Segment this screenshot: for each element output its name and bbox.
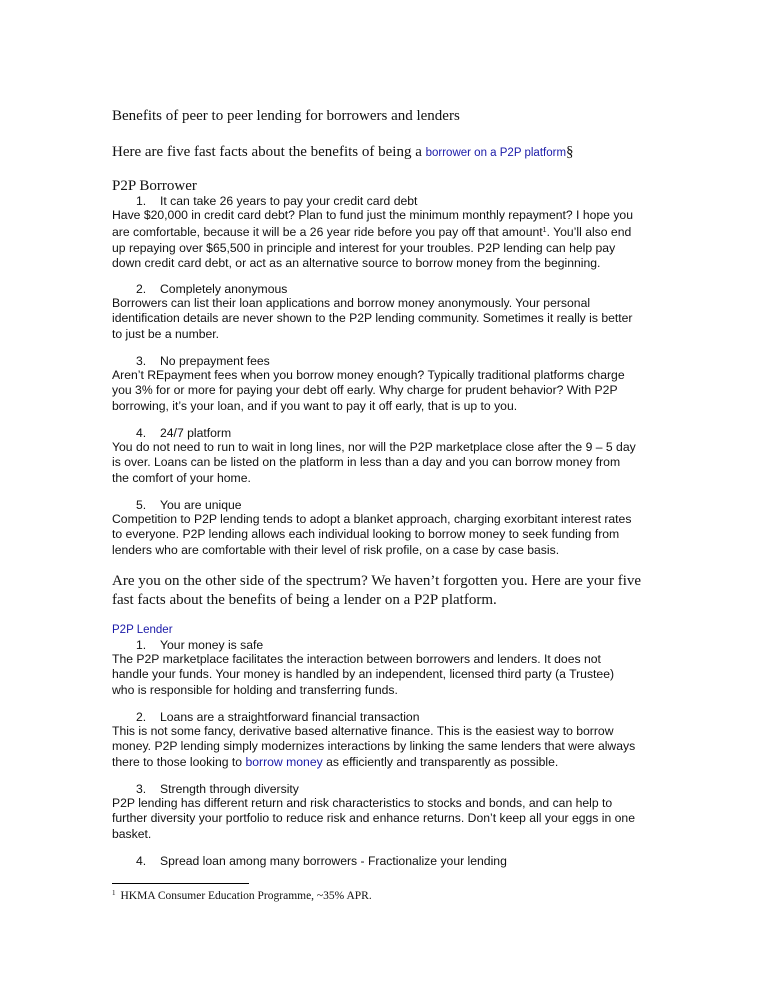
- borrower-item-1-body: Have $20,000 in credit card debt? Plan to fund just the minimum monthly repayment? I hope you are comfortable, because it will be a 26 year ride before you pay off that amount$^1$. You’ll also end up repaying over $65,500 in principle and interest for your troubles. P2P lending can help pay down credit card debt, or act as an alternative source to borrow money from the beginning.: [112, 208, 633, 270]
- borrower-item-3-title: No prepayment fees: [160, 354, 270, 368]
- lender-item-2-body: This is not some fancy, derivative based alternative finance. This is the easiest way to borrow money. P2P lending simply modernizes interactions by linking the same lenders that were always there to those looking to borrow money as efficiently and transparently as possible.: [112, 724, 636, 769]
- borrower-platform-link[interactable]: borrower on a P2P platform: [425, 147, 567, 159]
- borrower-item-3-body: Aren’t REpayment fees when you borrow money enough? Typically traditional platforms charge you 3% for or more for paying your debt off early. Why charge for prudent behavior? With P2P borrowing, it’s your loan, and if you want to pay it off early, that is up to you.: [112, 368, 625, 413]
- lender-item-3-heading: 3. Strength through diversity: [136, 782, 299, 796]
- lender-item-4-heading: 4. Spread loan among many borrowers - Fractionalize your lending: [136, 854, 507, 868]
- section-mark: §: [566, 144, 574, 160]
- borrower-item-1-heading: 1. It can take 26 years to pay your credit card debt: [136, 194, 418, 208]
- footnote-text: HKMA Consumer Education Programme, ~35% APR.: [120, 890, 372, 902]
- lender-transition-paragraph: Are you on the other side of the spectrum? We haven’t forgotten you. Here are your five fast facts about the benefits of being a lender on a P2P platform.: [112, 573, 642, 608]
- borrower-item-5-title: You are unique: [160, 498, 242, 512]
- borrower-item-2-body: Borrowers can list their loan applications and borrow money anonymously. Your personal identification details are never shown to the P2P lending community. Sometimes it really is better to just be a number.: [112, 296, 633, 341]
- lender-item-1-title: Your money is safe: [160, 638, 264, 652]
- lender-item-3-title: Strength through diversity: [160, 782, 299, 796]
- footnote: [112, 889, 372, 902]
- borrower-item-5-heading: 5. You are unique: [136, 498, 242, 512]
- lender-item-3-body: P2P lending has different return and risk characteristics to stocks and bonds, and can help to further diversity your portfolio to reduce risk and enhance returns. Don’t keep all your eggs in one basket.: [112, 796, 635, 841]
- lender-item-1-heading: 1. Your money is safe: [136, 638, 264, 652]
- footnote-ref[interactable]: 1: [542, 227, 547, 235]
- lender-item-1-body: The P2P marketplace facilitates the interaction between borrowers and lenders. It does not handle your funds. Your money is handled by an independent, licensed third party (a Trustee) who is responsible for holding and transferring funds.: [112, 652, 615, 697]
- lender-item-2-heading: 2. Loans are a straightforward financial transaction: [136, 710, 420, 724]
- footnote-divider: [112, 883, 249, 884]
- intro-line: [112, 144, 574, 161]
- document-title: Benefits of peer to peer lending for borrowers and lenders: [112, 108, 460, 124]
- borrower-heading: P2P Borrower: [112, 178, 197, 194]
- borrower-item-2-title: Completely anonymous: [160, 282, 288, 296]
- lender-item-2-title: Loans are a straightforward financial transaction: [160, 710, 420, 724]
- intro-text: Here are five fast facts about the benefits of being a: [112, 144, 426, 160]
- borrower-item-4-title: 24/7 platform: [160, 426, 232, 440]
- borrow-money-link[interactable]: borrow money: [245, 754, 323, 769]
- borrower-item-2-heading: 2. Completely anonymous: [136, 282, 288, 296]
- footnote-mark: 1: [112, 889, 116, 897]
- lender-heading-link[interactable]: P2P Lender: [112, 624, 173, 636]
- borrower-item-4-heading: 4. 24/7 platform: [136, 426, 232, 440]
- borrower-item-3-heading: 3. No prepayment fees: [136, 354, 270, 368]
- borrower-item-4-body: You do not need to run to wait in long lines, nor will the P2P marketplace close after the 9 – 5 day is over. Loans can be listed on the platform in less than a day and you can borrow money from the comfort of your home.: [112, 440, 636, 485]
- borrower-item-5-body: Competition to P2P lending tends to adopt a blanket approach, charging exorbitant interest rates to everyone. P2P lending allows each individual looking to borrow money to seek funding from lenders who are comfortable with their level of risk profile, on a case by case basis.: [112, 512, 632, 557]
- borrower-item-1-title: It can take 26 years to pay your credit card debt: [160, 194, 418, 208]
- lender-item-4-title: Spread loan among many borrowers - Fractionalize your lending: [160, 854, 507, 868]
